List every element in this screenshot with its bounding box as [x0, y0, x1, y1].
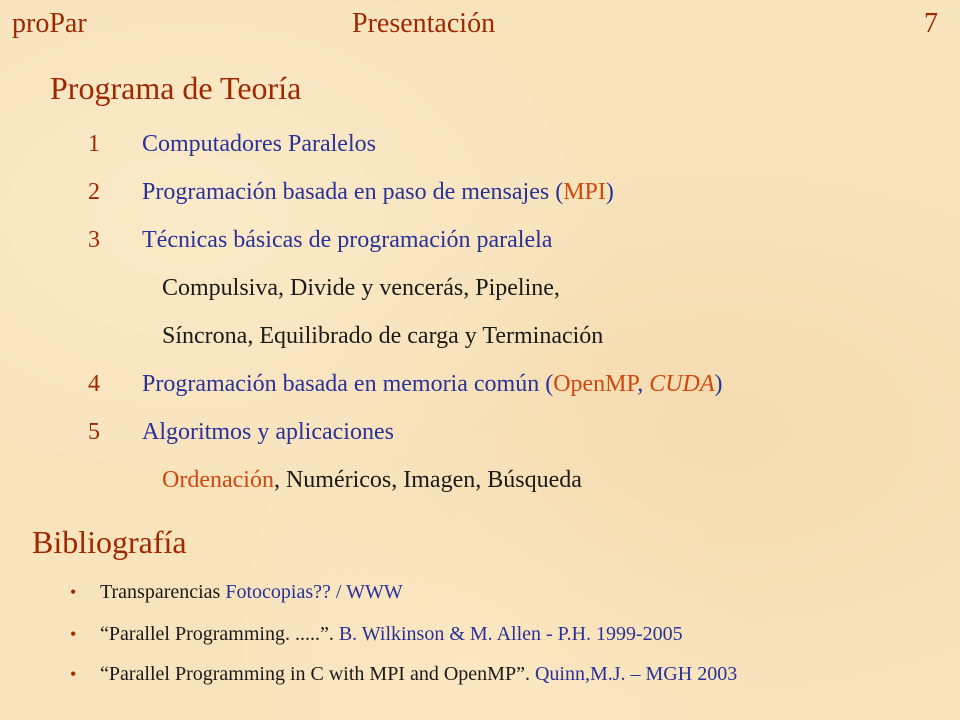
page-number: 7: [924, 8, 938, 39]
topic-text: ,: [637, 371, 650, 397]
subtopic-line: Compulsiva, Divide y vencerás, Pipeline,: [162, 275, 560, 301]
topic-number: 3: [88, 227, 100, 253]
topic-number: 1: [88, 131, 100, 157]
topic-highlight: MPI: [563, 179, 606, 205]
header-section-title: Presentación: [352, 8, 496, 39]
bib-text: “Parallel Programming in C with MPI and OpenMP”.: [100, 663, 535, 685]
bibliography-title: Bibliografía: [32, 524, 187, 560]
subtopic-line: Síncrona, Equilibrado de carga y Terminación: [162, 323, 604, 349]
topic-label: Computadores Paralelos: [142, 131, 376, 157]
bibliography-item: [100, 578, 403, 606]
topic-text: ): [714, 371, 723, 397]
topic-number: 5: [88, 419, 100, 445]
header-course-name: proPar: [12, 8, 87, 39]
bib-text: Transparencias: [100, 581, 226, 603]
topic-label: Algoritmos y aplicaciones: [142, 419, 394, 445]
bullet-icon: •: [70, 664, 77, 684]
topic-number: 2: [88, 179, 100, 205]
subtopic-text: , Numéricos, Imagen, Búsqueda: [273, 467, 582, 493]
topic-label: [142, 176, 614, 208]
bibliography-item: [100, 660, 737, 688]
bibliography-item: [100, 620, 683, 648]
bib-source: B. Wilkinson & M. Allen - P.H. 1999-2005: [338, 623, 683, 645]
topic-highlight: OpenMP: [553, 371, 638, 397]
topic-text: Programación basada en paso de mensajes (: [142, 179, 564, 205]
subtopic-line: [162, 464, 582, 496]
topic-number: 4: [88, 371, 100, 397]
bullet-icon: •: [70, 624, 77, 644]
topic-label: [142, 368, 723, 400]
bib-text: “Parallel Programming. .....”.: [100, 623, 339, 645]
bib-source: Quinn,M.J. – MGH 2003: [534, 663, 738, 685]
topic-text: ): [605, 179, 614, 205]
bullet-icon: •: [70, 582, 77, 602]
topic-label: Técnicas básicas de programación paralela: [142, 227, 553, 253]
topic-text: Programación basada en memoria común (: [142, 371, 554, 397]
program-title: Programa de Teoría: [50, 70, 302, 106]
subtopic-highlight: Ordenación: [162, 467, 274, 493]
bib-source: Fotocopias?? / WWW: [225, 581, 403, 603]
topic-highlight: CUDA: [649, 371, 715, 397]
